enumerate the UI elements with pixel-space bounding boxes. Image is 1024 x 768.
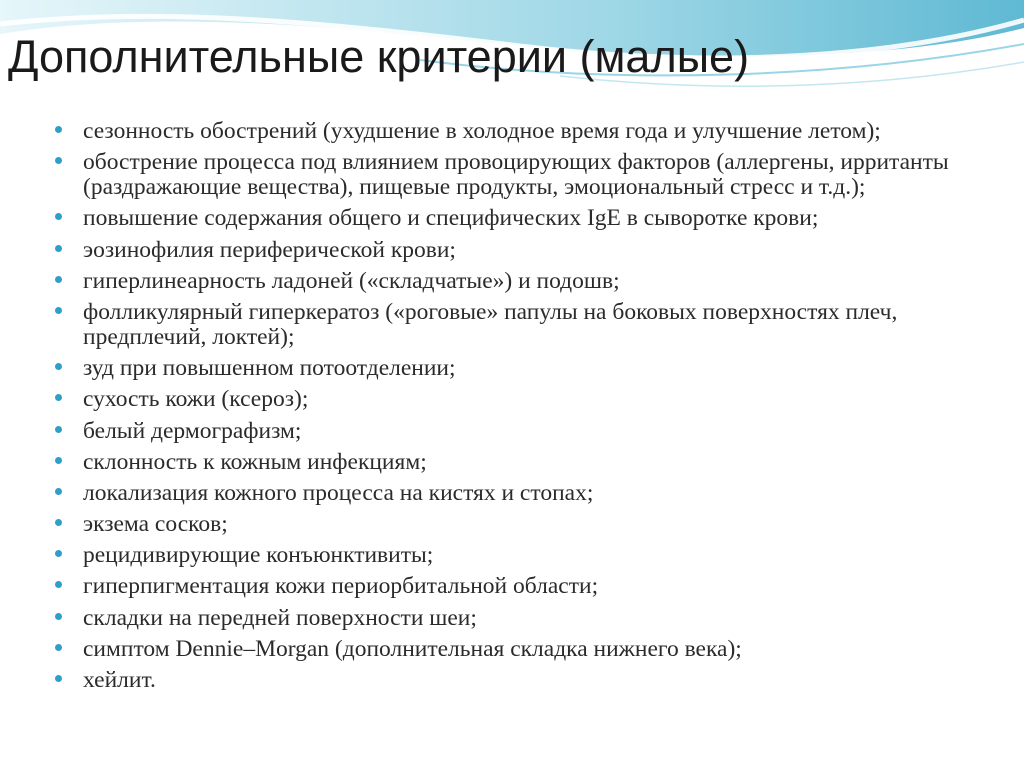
list-item-text: локализация кожного процесса на кистях и стопах; [83, 479, 594, 506]
bullet-icon [55, 519, 62, 526]
list-item [47, 543, 1017, 568]
list-item-text: гиперпигментация кожи периорбитальной области; [83, 573, 599, 600]
list-item-text: рецидивирующие конъюнктивиты; [83, 542, 434, 569]
list-item [47, 512, 1017, 537]
list-item-text: складки на передней поверхности шеи; [83, 604, 477, 631]
list-item [47, 300, 1017, 350]
bullet-icon [55, 488, 62, 495]
bullet-icon [55, 126, 62, 133]
bullet-icon [55, 363, 62, 370]
list-item-text: гиперлинеарность ладоней («складчатые») и подошв; [83, 267, 620, 294]
list-item [47, 481, 1017, 506]
list-item [47, 356, 1017, 381]
bullet-icon [55, 613, 62, 620]
list-item-text: повышение содержания общего и специфических IgE в сыворотке крови; [83, 205, 819, 232]
bullet-icon [55, 157, 62, 164]
list-item-text: эозинофилия периферической крови; [83, 236, 456, 263]
list-item [47, 606, 1017, 631]
bullet-icon [55, 675, 62, 682]
bullet-icon [55, 307, 62, 314]
list-item [47, 574, 1017, 599]
list-item [47, 238, 1017, 263]
list-item [47, 119, 1017, 144]
list-item-text: склонность к кожным инфекциям; [83, 448, 427, 475]
list-item-text: сухость кожи (ксероз); [83, 386, 309, 413]
list-item-text: экзема сосков; [83, 511, 228, 538]
list-item-text: сезонность обострений (ухудшение в холодное время года и улучшение летом); [83, 118, 881, 144]
bullet-icon [55, 213, 62, 220]
bullet-icon [55, 581, 62, 588]
list-item-text: обострение процесса под влиянием провоцирующих факторов (аллергены, ирританты (раздражающие вещества), пищевые продукты, эмоциональный стресс и т.д.); [83, 149, 949, 201]
criteria-list [47, 119, 1017, 699]
list-item [47, 668, 1017, 693]
list-item [47, 269, 1017, 294]
list-item [47, 450, 1017, 475]
bullet-icon [55, 394, 62, 401]
list-item [47, 637, 1017, 662]
bullet-icon [55, 644, 62, 651]
bullet-icon [55, 245, 62, 252]
list-item [47, 419, 1017, 444]
bullet-icon [55, 550, 62, 557]
list-item-text: белый дермографизм; [83, 417, 302, 444]
list-item-text: симптом Dennie–Morgan (дополнительная складка нижнего века); [83, 635, 742, 662]
bullet-icon [55, 457, 62, 464]
list-item-text: хейлит. [83, 667, 156, 693]
list-item [47, 387, 1017, 412]
list-item-text: зуд при повышенном потоотделении; [83, 355, 456, 382]
list-item-text: фолликулярный гиперкератоз («роговые» папулы на боковых поверхностях плеч, предплечий, локтей); [83, 298, 898, 350]
slide-title: Дополнительные критерии (малые) [8, 31, 750, 82]
list-item [47, 206, 1017, 231]
bullet-icon [55, 426, 62, 433]
bullet-icon [55, 276, 62, 283]
list-item [47, 150, 1017, 200]
